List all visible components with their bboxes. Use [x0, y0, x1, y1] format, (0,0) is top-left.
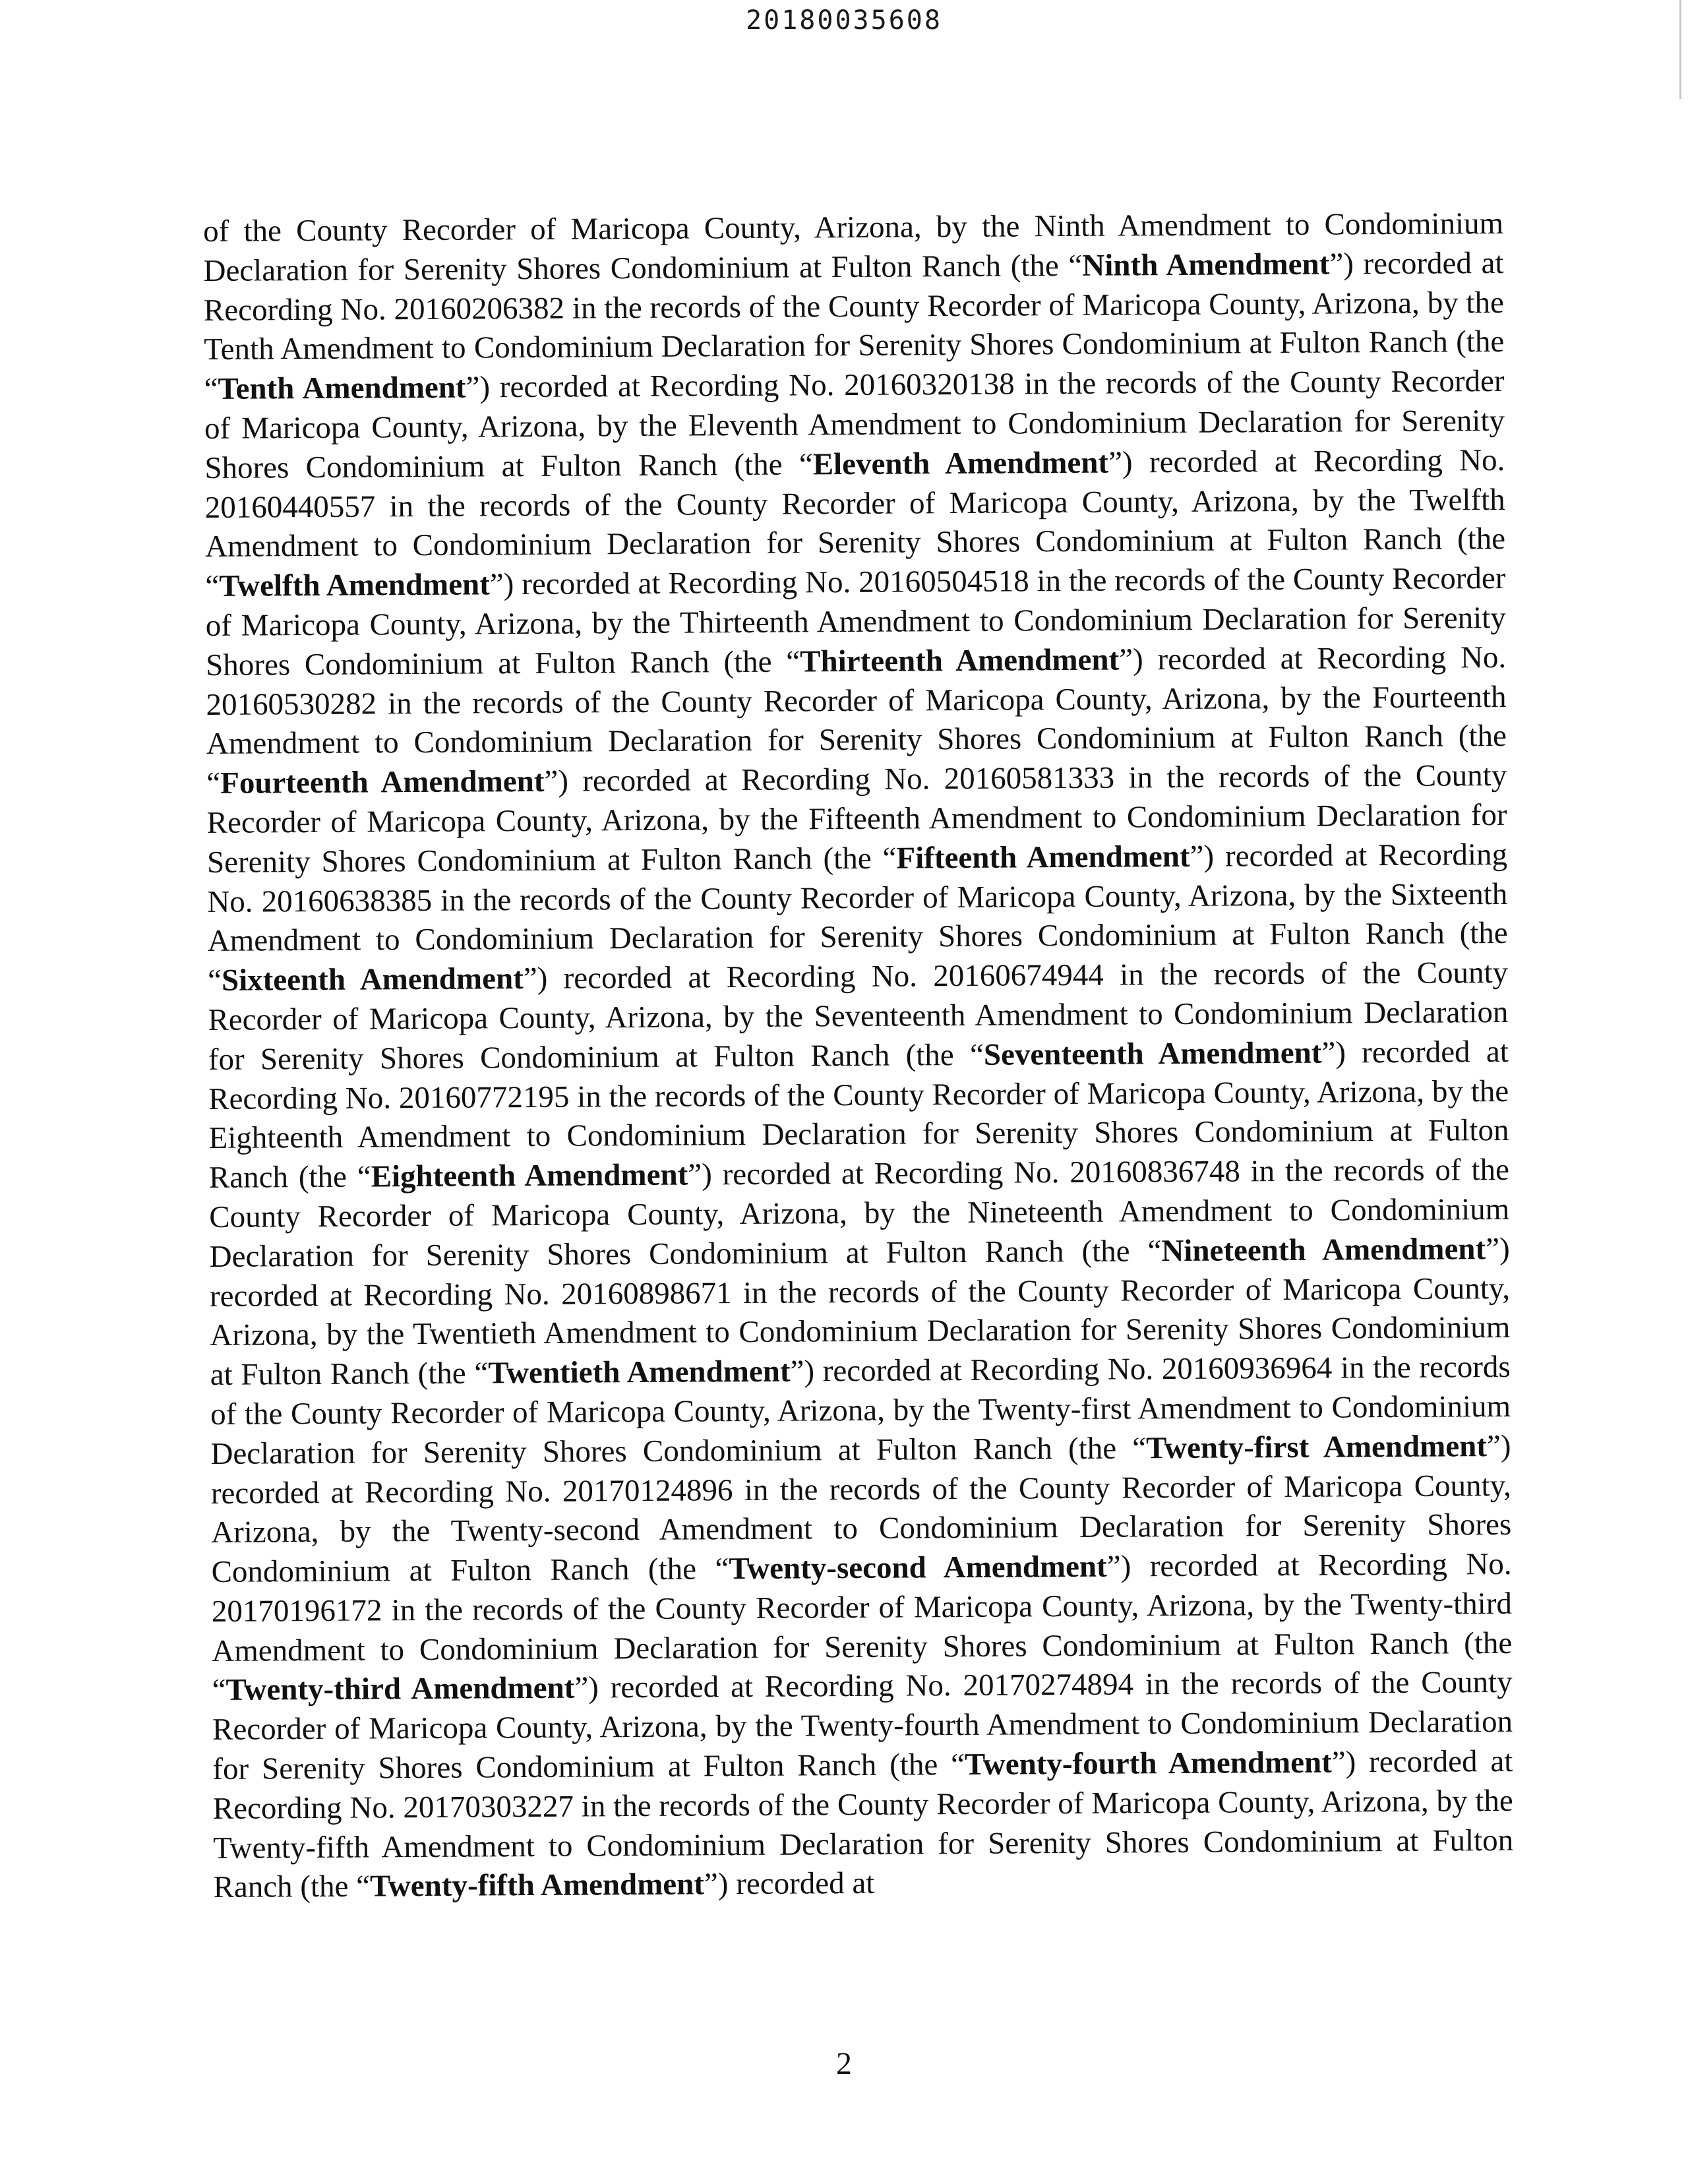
- body-text-run: of the County Recorder of Maricopa County, Arizona, by the Ninth Amendment to Condominium Declaration for Serenity Shores Condominium at Fulton Ranch (the “: [203, 206, 1504, 288]
- amendment-defined-term: Twelfth Amendment: [219, 567, 491, 604]
- body-text-run: ”) recorded at Recording No. 20160898671 in the records of the County Recorder of Maricopa County, Arizona, by the Twentieth Amendment to Condominium Declaration for Serenity Shores Condominium at Fulton Ranch (the “: [209, 1231, 1511, 1393]
- body-text-run: ”) recorded at Recording No. 20160936964 in the records of the County Recorder of Maricopa County, Arizona, by the Twenty-first Amendment to Condominium Declaration for Serenity Shores Condominium at Fulton Ranch (the “: [210, 1350, 1511, 1471]
- amendment-defined-term: Tenth Amendment: [218, 370, 466, 407]
- body-text-run: ”) recorded at Recording No. 20160504518 in the records of the County Recorder of Maricopa County, Arizona, by the Thirteenth Amendment to Condominium Declaration for Serenity Shores Condominium at Fulton Ranch (the “: [205, 561, 1506, 682]
- amendment-defined-term: Nineteenth Amendment: [1161, 1231, 1486, 1268]
- scan-edge-mark: [1679, 0, 1681, 99]
- body-text-run: ”) recorded at Recording No. 20170274894 in the records of the County Recorder of Maricopa County, Arizona, by the Twenty-fourth Amendment to Condominium Declaration for Serenity Shores Condominium at Fulton Ranch (the “: [212, 1665, 1513, 1787]
- page-number: 2: [836, 2046, 852, 2081]
- body-text-run: ”) recorded at Recording No. 20160440557 in the records of the County Recorder of Maricopa County, Arizona, by the Twelfth Amendment to Condominium Declaration for Serenity Shores Condominium at Fulton Ranch (the “: [204, 442, 1506, 604]
- amendment-defined-term: Thirteenth Amendment: [800, 642, 1120, 679]
- body-paragraph: [203, 204, 1514, 1908]
- amendment-defined-term: Twenty-third Amendment: [226, 1671, 575, 1708]
- body-text-run: ”) recorded at: [704, 1866, 875, 1902]
- amendment-defined-term: Seventeenth Amendment: [983, 1035, 1322, 1072]
- body-text-run: ”) recorded at Recording No. 20160581333 in the records of the County Recorder of Maricopa County, Arizona, by the Fifteenth Amendment to Condominium Declaration for Serenity Shores Condominium at Fulton Ranch (the “: [206, 758, 1507, 880]
- body-text-run: ”) recorded at Recording No. 20170124896 in the records of the County Recorder of Maricopa County, Arizona, by the Twenty-second Amendment to Condominium Declaration for Serenity Shores Condominium at Fulton Ranch (the “: [210, 1428, 1512, 1590]
- body-text-run: ”) recorded at Recording No. 20170303227 in the records of the County Recorder of Maricopa County, Arizona, by the Twenty-fifth Amendment to Condominium Declaration for Serenity Shores Condominium at Fulton Ranch (the “: [212, 1744, 1514, 1905]
- body-text-run: ”) recorded at Recording No. 20160638385 in the records of the County Recorder of Maricopa County, Arizona, by the Sixteenth Amendment to Condominium Declaration for Serenity Shores Condominium at Fulton Ranch (the “: [207, 837, 1508, 998]
- amendment-defined-term: Twenty-first Amendment: [1146, 1428, 1488, 1466]
- body-text-run: ”) recorded at Recording No. 20160772195 in the records of the County Recorder of Maricopa County, Arizona, by the Eighteenth Amendment to Condominium Declaration for Serenity Shores Condominium at Fulton Ranch (the “: [208, 1034, 1509, 1196]
- amendment-defined-term: Fifteenth Amendment: [896, 839, 1190, 876]
- amendment-defined-term: Twentieth Amendment: [488, 1354, 791, 1391]
- recording-number-header: 20180035608: [746, 5, 942, 36]
- amendment-defined-term: Twenty-fifth Amendment: [369, 1867, 705, 1904]
- body-text-run: ”) recorded at Recording No. 20160206382 in the records of the County Recorder of Maricopa County, Arizona, by the Tenth Amendment to Condominium Declaration for Serenity Shores Condominium at Fulton Ranch (the “: [203, 245, 1505, 407]
- amendment-defined-term: Eleventh Amendment: [812, 445, 1109, 482]
- amendment-defined-term: Sixteenth Amendment: [221, 961, 524, 998]
- body-text-run: ”) recorded at Recording No. 20170196172 in the records of the County Recorder of Maricopa County, Arizona, by the Twenty-third Amendment to Condominium Declaration for Serenity Shores Condominium at Fulton Ranch (the “: [211, 1547, 1513, 1708]
- amendment-defined-term: Twenty-second Amendment: [729, 1549, 1107, 1587]
- body-text-run: ”) recorded at Recording No. 20160836748 in the records of the County Recorder of Maricopa County, Arizona, by the Nineteenth Amendment to Condominium Declaration for Serenity Shores Condominium at Fulton Ranch (the “: [209, 1153, 1510, 1274]
- amendment-defined-term: Fourteenth Amendment: [220, 764, 545, 801]
- body-text-run: ”) recorded at Recording No. 20160320138 in the records of the County Recorder of Maricopa County, Arizona, by the Eleventh Amendment to Condominium Declaration for Serenity Shores Condominium at Fulton Ranch (the “: [204, 364, 1505, 485]
- amendment-defined-term: Twenty-fourth Amendment: [964, 1745, 1332, 1782]
- body-text-run: ”) recorded at Recording No. 20160530282 in the records of the County Recorder of Maricopa County, Arizona, by the Fourteenth Amendment to Condominium Declaration for Serenity Shores Condominium at Fulton Ranch (the “: [206, 640, 1507, 801]
- body-text-run: ”) recorded at Recording No. 20160674944 in the records of the County Recorder of Maricopa County, Arizona, by the Seventeenth Amendment to Condominium Declaration for Serenity Shores Condominium at Fulton Ranch (the “: [208, 956, 1509, 1077]
- amendment-defined-term: Ninth Amendment: [1082, 247, 1330, 283]
- amendment-defined-term: Eighteenth Amendment: [371, 1157, 688, 1194]
